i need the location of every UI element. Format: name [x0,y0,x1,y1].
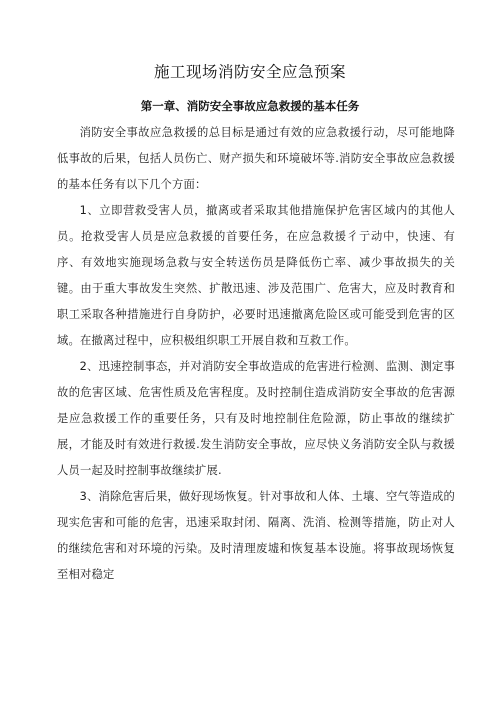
intro-paragraph: 消防安全事故应急救援的总目标是通过有效的应急救援行动，尽可能地降低事故的后果，包括人员伤亡、财产损失和环境破坏等.消防安全事故应急救援的基本任务有以下几个方面： [57,126,455,191]
task-2-paragraph: 2、迅速控制事态，并对消防安全事故造成的危害进行检测、监测、测定事故的危害区域、危害性质及危害程度。及时控制住造成消防安全事故的危害源是应急救援工作的重要任务，只有及时地控制住危险源，防止事故的继续扩展，才能及时有效进行救援.发生消防安全事故，应尽快义务消防安全队与救援人员一起及时控制事故继续扩展. [57,360,455,477]
document-title: 施工现场消防安全应急预案 [153,63,346,81]
task-1-paragraph: 1、立即营救受害人员，撤离或者采取其他措施保护危害区域内的其他人员。抢救受害人员是应急救援的首要任务，在应急救援彳亍动中，快速、有序、有效地实施现场急救与安全转送伤员是降低伤亡率、减少事故损失的关键。由于重大事故发生突然、扩散迅速、涉及范围广、危害大，应及时教育和职工采取各种措施进行自身防护，必要时迅速撤离危险区或可能受到危害的区域。在撤离过程中，应积极组织职工开展自救和互救工作。 [57,204,455,347]
chapter-heading: 第一章、消防安全事故应急救援的基本任务 [140,99,360,113]
document-body [57,120,455,588]
task-3-paragraph: 3、消除危害后果，做好现场恢复。针对事故和人体、土壤、空气等造成的现实危害和可能的危害，迅速采取封闭、隔离、洗消、检测等措施，防止对人的继续危害和对环境的污染。及时清理废墟和恢复基本设施。将事故现场恢复至相对稳定 [57,490,455,581]
